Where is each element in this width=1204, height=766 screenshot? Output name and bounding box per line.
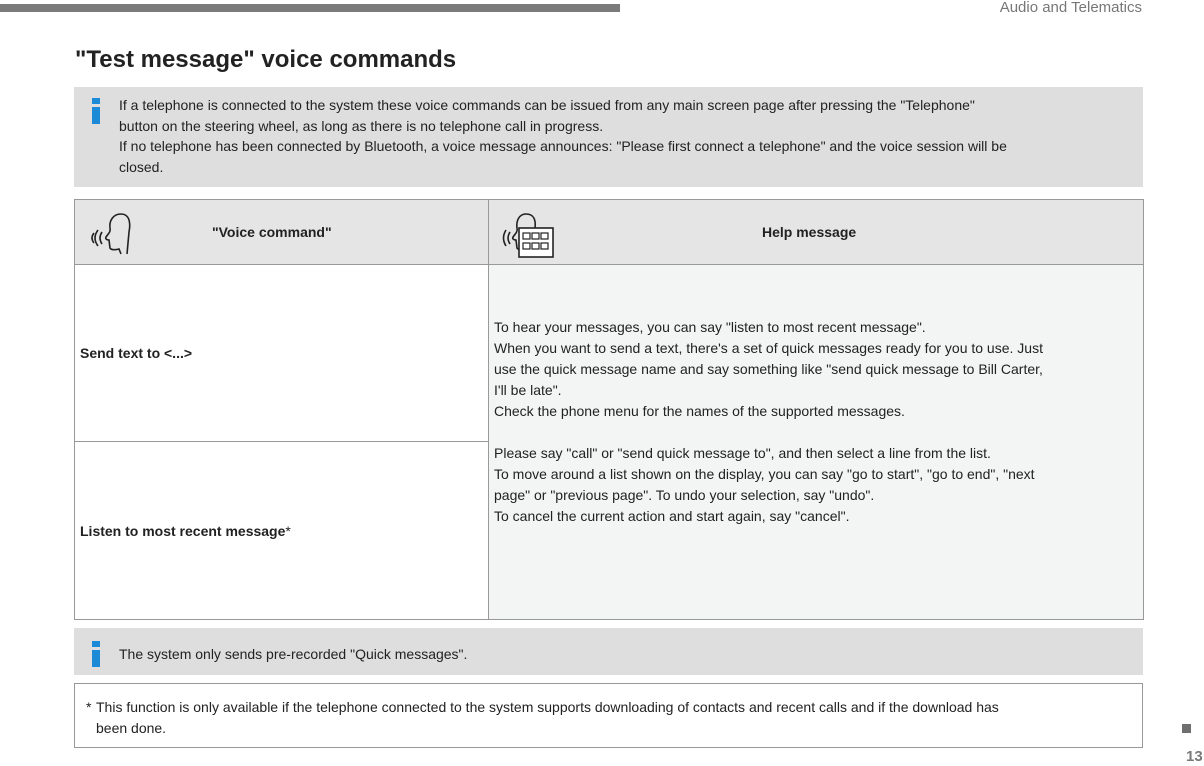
info-line: If no telephone has been connected by Bluetooth, a voice message announces: "Please first connect a telephone" and the voice session will be <box>119 138 1007 154</box>
help-line: I'll be late". <box>494 382 562 398</box>
help-line: To hear your messages, you can say "listen to most recent message". <box>494 319 926 335</box>
footnote <box>74 683 1143 748</box>
help-line: use the quick message name and say something like "send quick message to Bill Carter, <box>494 361 1043 377</box>
info-text-top <box>119 95 1131 177</box>
footnote-line: been done. <box>96 719 167 736</box>
command-label: Listen to most recent message <box>80 522 286 539</box>
help-line: Check the phone menu for the names of the supported messages. <box>494 403 905 419</box>
footnote-line: This function is only available if the telephone connected to the system supports downloading of contacts and recent calls and if the download has <box>96 699 999 715</box>
table-header-row <box>75 200 1144 265</box>
help-message-header: Help message <box>762 224 857 240</box>
info-icon <box>89 98 103 124</box>
info-text-bottom: The system only sends pre-recorded "Quick messages". <box>119 646 468 662</box>
header-voice-command <box>75 200 489 265</box>
table-row <box>75 265 1144 442</box>
info-line: button on the steering wheel, as long as there is no telephone call in progress. <box>119 117 604 134</box>
info-box-top <box>74 87 1143 187</box>
command-cell <box>75 265 489 442</box>
header-help-message <box>489 200 1144 265</box>
voice-command-header: "Voice command" <box>212 224 332 240</box>
info-icon <box>89 641 103 667</box>
command-label: Send text to <...> <box>80 345 193 361</box>
help-line: When you want to send a text, there's a set of quick messages ready for you to use. Just <box>494 340 1043 356</box>
help-line: Please say "call" or "send quick message to", and then select a line from the list. <box>494 445 991 461</box>
footnote-asterisk: * <box>86 699 92 715</box>
info-line: If a telephone is connected to the system these voice commands can be issued from any main screen page after pressing the "Telephone" <box>119 97 975 113</box>
help-message-icon <box>499 208 555 258</box>
info-line: closed. <box>119 158 164 175</box>
command-cell <box>75 442 489 620</box>
section-label: Audio and Telematics <box>999 0 1142 16</box>
help-line: page" or "previous page". To undo your selection, say "undo". <box>494 487 875 503</box>
header-bar <box>0 4 620 12</box>
voice-command-table <box>74 199 1144 620</box>
page-number: 13 <box>1186 748 1203 765</box>
help-message-cell <box>489 265 1144 620</box>
voice-command-icon <box>85 208 141 258</box>
help-line: To move around a list shown on the display, you can say "go to start", "go to end", "next <box>494 466 1035 482</box>
command-asterisk: * <box>285 522 291 539</box>
page-title: "Test message" voice commands <box>75 46 457 73</box>
info-box-bottom <box>74 628 1143 675</box>
page-marker <box>1182 724 1191 733</box>
help-line: To cancel the current action and start again, say "cancel". <box>494 508 850 524</box>
